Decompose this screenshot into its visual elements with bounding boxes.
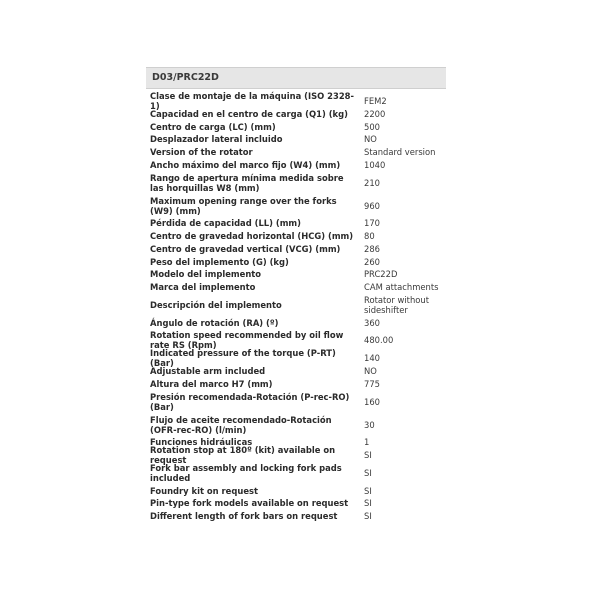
spec-label: Centro de carga (LC) (mm)	[150, 121, 276, 132]
spec-label: Centro de gravedad horizontal (HCG) (mm)	[150, 231, 354, 242]
spec-label: Descripción del implemento	[150, 299, 282, 310]
spec-row	[146, 461, 446, 484]
spec-row	[146, 108, 446, 121]
spec-value: 775	[364, 378, 380, 389]
spec-value: Standard version	[364, 147, 436, 158]
spec-value: 960	[364, 200, 380, 211]
spec-label: Peso del implemento (G) (kg)	[150, 256, 289, 267]
spec-label: Indicated pressure of the torque (P-RT) (Bar)	[150, 348, 336, 369]
spec-label: Pin-type fork models available on request	[150, 498, 349, 509]
spec-row	[146, 484, 446, 497]
spec-value: 500	[364, 121, 380, 132]
spec-label: Different length of fork bars on request	[150, 511, 338, 522]
spec-label: Altura del marco H7 (mm)	[150, 378, 273, 389]
spec-label: Flujo de aceite recomendado-Rotación (OFR-rec-RO) (l/min)	[150, 414, 332, 435]
spec-row	[146, 268, 446, 281]
spec-row	[146, 413, 446, 436]
spec-label: Pérdida de capacidad (LL) (mm)	[150, 218, 301, 229]
spec-value: NO	[364, 134, 377, 145]
spec-row	[146, 497, 446, 510]
spec-value: FEM2	[364, 96, 387, 107]
spec-row	[146, 293, 446, 316]
spec-row	[146, 510, 446, 523]
spec-row	[146, 158, 446, 171]
spec-value: SI	[364, 511, 372, 522]
spec-value: 286	[364, 243, 380, 254]
spec-label: Capacidad en el centro de carga (Q1) (kg)	[150, 109, 348, 120]
spec-value: 360	[364, 317, 380, 328]
spec-label: Ángulo de rotación (RA) (º)	[150, 317, 279, 328]
spec-label: Desplazador lateral incluido	[150, 134, 283, 145]
spec-header: D03/PRC22D	[146, 67, 446, 89]
spec-value: 30	[364, 419, 375, 430]
spec-row	[146, 377, 446, 390]
spec-row	[146, 217, 446, 230]
spec-label: Rango de apertura mínima medida sobre las horquillas W8 (mm)	[150, 172, 344, 193]
spec-value: NO	[364, 365, 377, 376]
spec-row	[146, 133, 446, 146]
spec-row	[146, 281, 446, 294]
spec-sheet	[146, 67, 446, 522]
spec-value: PRC22D	[364, 269, 398, 280]
spec-label: Ancho máximo del marco fijo (W4) (mm)	[150, 159, 341, 170]
spec-row	[146, 194, 446, 217]
spec-value: SI	[364, 498, 372, 509]
spec-label: Adjustable arm included	[150, 365, 266, 376]
spec-label: Clase de montaje de la máquina (ISO 2328-1)	[150, 91, 354, 112]
spec-value: 480.00	[364, 335, 394, 346]
spec-row	[146, 390, 446, 413]
spec-row	[146, 91, 446, 112]
spec-label: Centro de gravedad vertical (VCG) (mm)	[150, 243, 341, 254]
spec-label: Foundry kit on request	[150, 485, 258, 496]
spec-label: Version of the rotator	[150, 147, 253, 158]
spec-value: 160	[364, 396, 380, 407]
spec-row	[146, 316, 446, 329]
spec-label: Funciones hidráulicas	[150, 437, 253, 448]
spec-row	[146, 171, 446, 194]
spec-value: SI	[364, 467, 372, 478]
spec-value: 170	[364, 218, 380, 229]
spec-row	[146, 365, 446, 378]
spec-row	[146, 146, 446, 159]
spec-label: Modelo del implemento	[150, 269, 262, 280]
spec-value: 260	[364, 256, 380, 267]
spec-value: 210	[364, 177, 380, 188]
spec-label: Rotation speed recommended by oil flow rate RS (Rpm)	[150, 330, 344, 351]
spec-value: SI	[364, 450, 372, 461]
spec-label: Fork bar assembly and locking fork pads included	[150, 462, 342, 483]
spec-label: Maximum opening range over the forks (W9) (mm)	[150, 195, 337, 216]
spec-value: 80	[364, 231, 375, 242]
spec-label: Presión recomendada-Rotación (P-rec-RO) (Bar)	[150, 391, 350, 412]
spec-value: 2200	[364, 109, 386, 120]
spec-row	[146, 255, 446, 268]
spec-row	[146, 230, 446, 243]
spec-label: Marca del implemento	[150, 281, 256, 292]
spec-value: 1040	[364, 159, 386, 170]
spec-row	[146, 348, 446, 369]
spec-value: 1	[364, 437, 370, 448]
spec-row	[146, 120, 446, 133]
spec-value: CAM attachments	[364, 281, 439, 292]
spec-label: Rotation stop at 180º (kit) available on request	[150, 445, 336, 466]
spec-value: Rotator without sideshifter	[364, 294, 429, 315]
spec-value: SI	[364, 485, 372, 496]
spec-row	[146, 445, 446, 466]
spec-row	[146, 243, 446, 256]
spec-value: 140	[364, 353, 380, 364]
